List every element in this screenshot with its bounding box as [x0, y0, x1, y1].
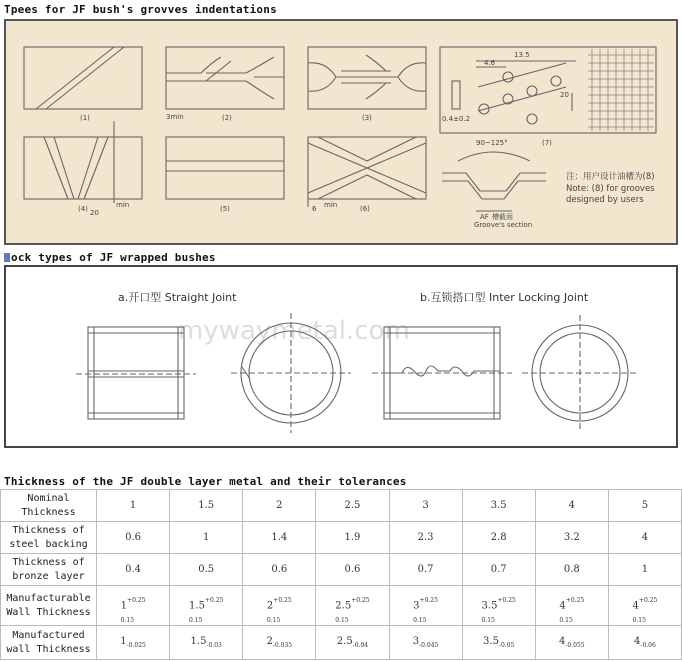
row-header-steel: Thickness of steel backing	[1, 522, 97, 554]
cell: $1^{+0.25}$ 0.15	[97, 586, 170, 626]
label-5: (5)	[220, 205, 230, 213]
groove-type-5	[166, 137, 284, 199]
cell: 4	[535, 490, 608, 522]
cell: $1.5^{+0.25}$ 0.15	[170, 586, 243, 626]
groove-af: AF	[480, 213, 489, 221]
dim-13-5: 13.5	[514, 51, 530, 59]
cell: 3.2	[535, 522, 608, 554]
row-header-manufactured: Manufactured wall Thickness	[1, 626, 97, 660]
table-row	[1, 586, 682, 626]
cell: 2.8	[462, 522, 535, 554]
cell: 2	[243, 490, 316, 522]
cell: $4_{-0.06}$	[608, 626, 681, 660]
cell: $2.5_{-0.04}$	[316, 626, 389, 660]
dim-min-6: min	[324, 201, 338, 209]
cell: $1_{-0.025}$	[97, 626, 170, 660]
cell: $4^{+0.25}$ 0.15	[608, 586, 681, 626]
label-6: (6)	[360, 205, 370, 213]
dim-3min: 3min	[166, 113, 184, 121]
row-header-bronze: Thickness of bronze layer	[1, 554, 97, 586]
cell: $4^{+0.25}$ 0.15	[535, 586, 608, 626]
cell: 2.3	[389, 522, 462, 554]
cell: 0.6	[243, 554, 316, 586]
straight-joint-label: a.开口型 Straight Joint	[118, 291, 237, 304]
cell: 5	[608, 490, 681, 522]
cell: 2.5	[316, 490, 389, 522]
cell: 0.7	[389, 554, 462, 586]
note-en-2: designed by users	[566, 195, 644, 205]
groove-section-label: Groove's section	[474, 221, 533, 229]
cell: 1.5	[170, 490, 243, 522]
table-row	[1, 522, 682, 554]
lock-types-section-title	[4, 251, 216, 264]
lock-types-diagram	[6, 267, 676, 446]
cell: 0.4	[97, 554, 170, 586]
cell: $4_{-0.055}$	[535, 626, 608, 660]
groove-type-1	[24, 47, 142, 109]
mesh-pattern	[588, 49, 654, 131]
watermark: mywaymetal.com	[178, 316, 410, 346]
interlock-joint-label: b.互锁搭口型 Inter Locking Joint	[420, 291, 589, 304]
groove-type-4	[24, 137, 142, 199]
title-marker	[4, 253, 10, 262]
cell: 1	[170, 522, 243, 554]
cell: $3.5_{-0.05}$	[462, 626, 535, 660]
row-header-nominal: Nominal Thickness	[1, 490, 97, 522]
cell: 0.7	[462, 554, 535, 586]
cell: 0.8	[535, 554, 608, 586]
table-row	[1, 490, 682, 522]
dim-angle: 90~125°	[476, 139, 508, 147]
label-7: (7)	[542, 139, 552, 147]
note-cn: 注：用户设计油槽为(8)	[566, 172, 655, 182]
thickness-section-title: Thickness of the JF double layer metal and their tolerances	[4, 475, 407, 488]
dim-20-4: 20	[90, 209, 99, 217]
cell: 1.4	[243, 522, 316, 554]
cell: 0.5	[170, 554, 243, 586]
cell: 3	[389, 490, 462, 522]
cell: $3_{-0.045}$	[389, 626, 462, 660]
label-3: (3)	[362, 114, 372, 122]
dim-6: 6	[312, 205, 317, 213]
note-en-1: Note: (8) for grooves	[566, 184, 655, 194]
cell: 0.6	[316, 554, 389, 586]
straight-bush-side	[88, 327, 184, 419]
cell: 1	[608, 554, 681, 586]
cell: $2.5^{+0.25}$ 0.15	[316, 586, 389, 626]
cell: 3.5	[462, 490, 535, 522]
thickness-table	[0, 489, 682, 660]
groove-type-2	[166, 47, 284, 109]
lock-types-panel	[4, 265, 678, 448]
cell: $2_{-0.035}$	[243, 626, 316, 660]
cell: 1.9	[316, 522, 389, 554]
dim-20-7: 20	[560, 91, 569, 99]
cell: $1.5_{-0.03}$	[170, 626, 243, 660]
lock-types-title-text: ock types of JF wrapped bushes	[11, 251, 216, 264]
groove-af-cn: 槽截面	[492, 213, 513, 221]
cell: $3.5^{+0.25}$ 0.15	[462, 586, 535, 626]
dim-min-4: min	[116, 201, 130, 209]
dim-4-6: 4.6	[484, 59, 496, 67]
table-row	[1, 626, 682, 660]
label-2: (2)	[222, 114, 232, 122]
cell: 1	[97, 490, 170, 522]
cell: 0.6	[97, 522, 170, 554]
dim-0-4: 0.4±0.2	[442, 115, 471, 123]
groove-section-shape	[442, 173, 546, 199]
grooves-section-title: Tpees for JF bush's grovves indentations	[4, 3, 277, 16]
cell: $3^{+0.25}$ 0.15	[389, 586, 462, 626]
label-1: (1)	[80, 114, 90, 122]
row-header-manufacturable: Manufacturable Wall Thickness	[1, 586, 97, 626]
cell: $2^{+0.25}$ 0.15	[243, 586, 316, 626]
table-row	[1, 554, 682, 586]
label-4: (4)	[78, 205, 88, 213]
grooves-diagram-panel	[4, 19, 678, 245]
grooves-diagram	[6, 21, 676, 243]
cell: 4	[608, 522, 681, 554]
